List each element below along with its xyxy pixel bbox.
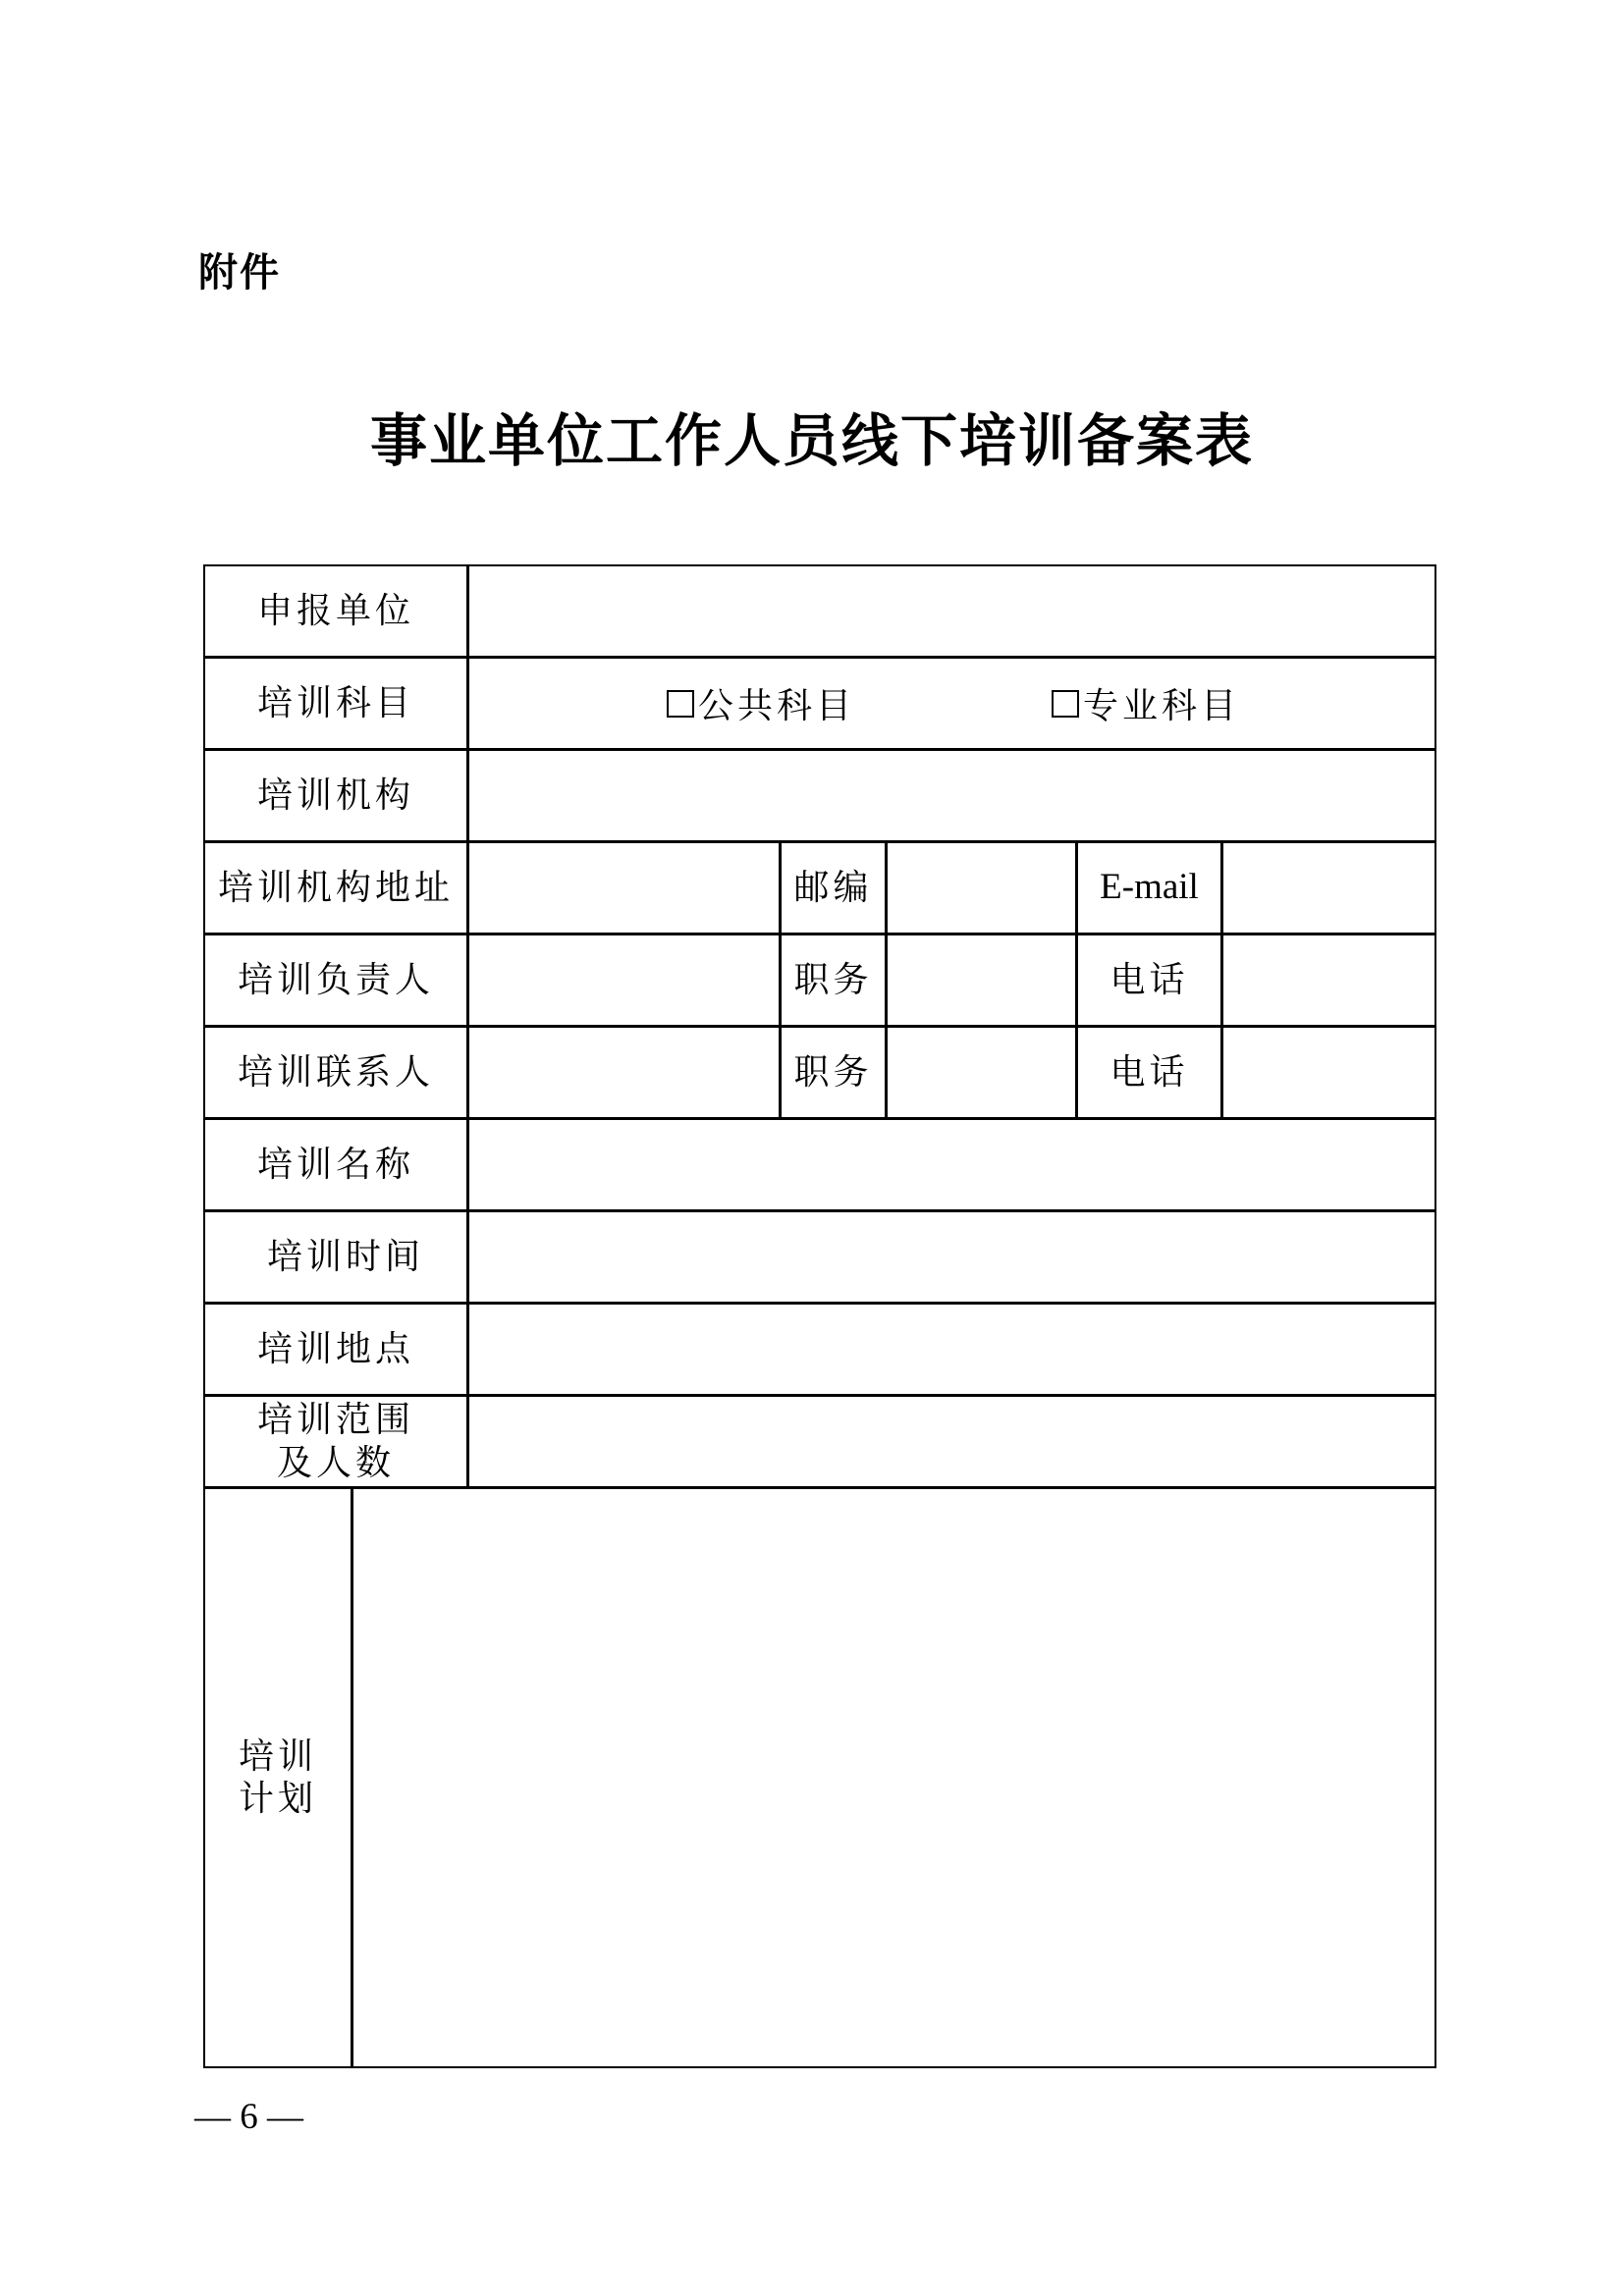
- person-in-charge-label: 培训负责人: [237, 959, 434, 1000]
- training-plan-label-line2: 计划: [238, 1779, 317, 1819]
- postcode-label: 邮编: [793, 867, 873, 908]
- page-number: — 6 —: [194, 2097, 303, 2137]
- training-time-label: 培训时间: [266, 1236, 424, 1277]
- training-location-label: 培训地点: [256, 1328, 414, 1369]
- professional-subject-option[interactable]: [1052, 659, 1240, 748]
- training-institution-label: 培训机构: [256, 774, 414, 816]
- training-plan-field[interactable]: [353, 1489, 1435, 2066]
- postcode-field[interactable]: [888, 843, 1075, 933]
- training-time-field[interactable]: [469, 1212, 1435, 1302]
- contact-position-label: 职务: [793, 1051, 873, 1093]
- public-subject-checkbox[interactable]: [667, 690, 694, 718]
- phone-field[interactable]: [1223, 935, 1435, 1025]
- email-label: E-mail: [1100, 867, 1199, 908]
- training-scope-label: [205, 1397, 466, 1486]
- applicant-unit-field[interactable]: [469, 566, 1435, 656]
- position-field[interactable]: [888, 935, 1075, 1025]
- training-name-label: 培训名称: [256, 1144, 414, 1185]
- public-subject-option[interactable]: [667, 659, 855, 748]
- training-plan-label-line1: 培训: [238, 1735, 317, 1777]
- training-name-field[interactable]: [469, 1120, 1435, 1209]
- applicant-unit-label: 申报单位: [256, 590, 414, 631]
- attachment-label: 附件: [198, 250, 281, 295]
- training-scope-label-line2: 及人数: [276, 1442, 395, 1483]
- training-plan-label: [205, 1489, 351, 2066]
- contact-phone-field[interactable]: [1223, 1028, 1435, 1117]
- person-in-charge-field[interactable]: [469, 935, 779, 1025]
- document-title: 事业单位工作人员线下培训备案表: [369, 407, 1254, 474]
- training-institution-field[interactable]: [469, 751, 1435, 840]
- contact-phone-label: 电话: [1110, 1051, 1189, 1093]
- institution-address-field[interactable]: [469, 843, 779, 933]
- phone-label: 电话: [1110, 959, 1189, 1000]
- professional-subject-text: 专业科目: [1083, 686, 1241, 726]
- filing-form-table: [203, 564, 1436, 2068]
- contact-position-field[interactable]: [888, 1028, 1075, 1117]
- position-label: 职务: [793, 959, 873, 1000]
- institution-address-label: 培训机构地址: [217, 867, 454, 908]
- contact-person-label: 培训联系人: [237, 1051, 434, 1093]
- training-scope-label-line1: 培训范围: [256, 1400, 414, 1441]
- professional-subject-checkbox[interactable]: [1052, 690, 1079, 718]
- email-field[interactable]: [1223, 843, 1435, 933]
- training-subject-label: 培训科目: [256, 682, 414, 723]
- training-location-field[interactable]: [469, 1305, 1435, 1394]
- contact-person-field[interactable]: [469, 1028, 779, 1117]
- public-subject-text: 公共科目: [698, 686, 856, 726]
- training-scope-field[interactable]: [469, 1397, 1435, 1486]
